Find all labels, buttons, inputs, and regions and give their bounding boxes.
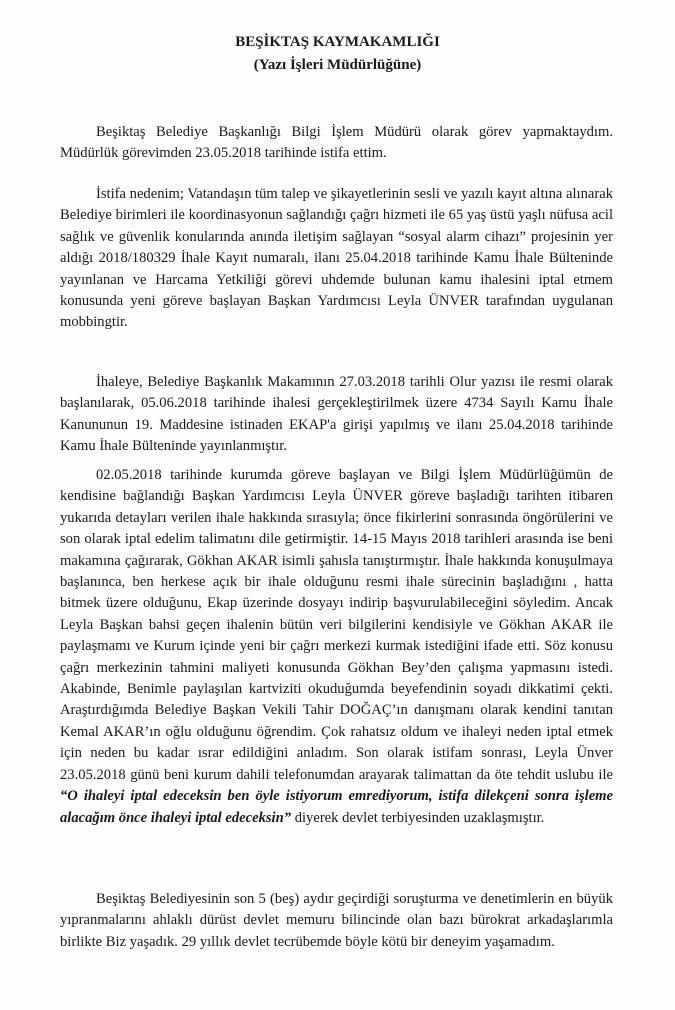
- document-title: BEŞİKTAŞ KAYMAKAMLIĞI: [235, 34, 440, 50]
- threat-quote: “O ihaleyi iptal edeceksin ben öyle istiyorum emrediyorum, istifa dilekçeni sonra işleme alacağım önce ihaleyi iptal edeceksin”: [60, 788, 613, 826]
- paragraph-tender: İhaleye, Belediye Başkanlık Makamının 27.03.2018 tarihli Olur yazısı ile resmi olarak başlanılarak, 05.06.2018 tarihinde ihalesi gerçekleştirilmek üzere 4734 Sayılı Kamu İhale Kanununun 19. Maddesine istinaden EKAP'a girişi yapılmış ve ilanı 25.04.2018 tarihinde Kamu İhale Bülteninde yayınlanmıştır.: [60, 374, 613, 455]
- paragraph-reason: İstifa nedenim; Vatandaşın tüm talep ve şikayetlerinin sesli ve yazılı kayıt altına alınarak Belediye birimleri ile koordinasyonun sağlandığı çağrı hizmeti ile 65 yaş üstü yaşlı nüfusa acil sağlık ve güvenlik konularında anında iletişim sağlayan “sosyal alarm cihazı” projesinin yer aldığı 2018/180329 İhale Kayıt numaralı, ilanı 25.04.2018 tarihinde Kamu İhale Bülteninde yayınlanan ve Harcama Yetkiliği görevi uhdemde bulunan kamu ihalesini iptal etmem konusunda yeni göreve başlayan Başkan Yardımcısı Leyla ÜNVER tarafından uygulanan mobbingtir.: [60, 186, 613, 331]
- paragraph-events-text: 02.05.2018 tarihinde kurumda göreve başlayan ve Bilgi İşlem Müdürlüğümün de kendisine bağlandığı Başkan Yardımcısı Leyla ÜNVER göreve başladığı tarihten itibaren yukarıda detayları verilen ihale hakkında sırasıyla; önce fikirlerini sonrasında öngörülerini ve son olarak iptal edelim talimatını dile getirmiştir. 14-15 Mayıs 2018 tarihleri arasında ise beni makamına çağırarak, Gökhan AKAR isimli şahısla tanıştırmıştır. İhale hakkında konuşulmaya başlanınca, ben herkese açık bir ihale olduğunu resmi ihale sürecinin başladığını , hatta bitmek üzere olduğunu, Ekap üzerinde dosyayı indirip başvurulabileceğini söyledim. Ancak Leyla Başkan bahsi geçen ihalenin bütün veri bilgilerini kendisiyle ve Gökhan AKAR ile paylaşmamı ve Kurum içinde yeni bir çağrı merkezi kurmak istediğini ifade etti. Söz konusu çağrı merkezinin tahmini maliyeti konusunda Gökhan Bey’den çalışma yapmasını istedi. Akabinde, Benimle paylaşılan kartviziti okuduğumda beyefendinin soyadı dikkatimi çekti. Araştırdığımda Belediye Başkan Vekili Tahir DOĞAÇ’ın danışmanı olarak kendini tanıtan Kemal AKAR’ın oğlu olduğunu öğrendim. Çok rahatsız oldum ve ihaleyi neden iptal etmek için neden bu kadar ısrar edildiğini anladım. Son olarak istifam sonrası, Leyla Ünver 23.05.2018 günü beni kurum dahili telefonumdan arayarak talimattan da öte tehdit uslubu ile: [60, 467, 613, 783]
- document-subtitle: (Yazı İşleri Müdürlüğüne): [253, 57, 422, 73]
- paragraph-events-ending: diyerek devlet terbiyesinden uzaklaşmıştır.: [294, 809, 545, 826]
- paragraph-events: [60, 465, 613, 829]
- paragraph-closing: Beşiktaş Belediyesinin son 5 (beş) aydır geçirdiği soruşturma ve denetimlerin en büyük yıpranmalarını ahlaklı dürüst devlet memuru bilincinde olan bazı bürokrat arkadaşlarımla birlikte Biz yaşadık. 29 yıllık devlet tecrübemde böyle kötü bir deneyim yaşamadım.: [60, 891, 613, 950]
- paragraph-resignation: Beşiktaş Belediye Başkanlığı Bilgi İşlem Müdürü olarak görev yapmaktaydım. Müdürlük görevimden 23.05.2018 tarihinde istifa ettim.: [60, 124, 613, 162]
